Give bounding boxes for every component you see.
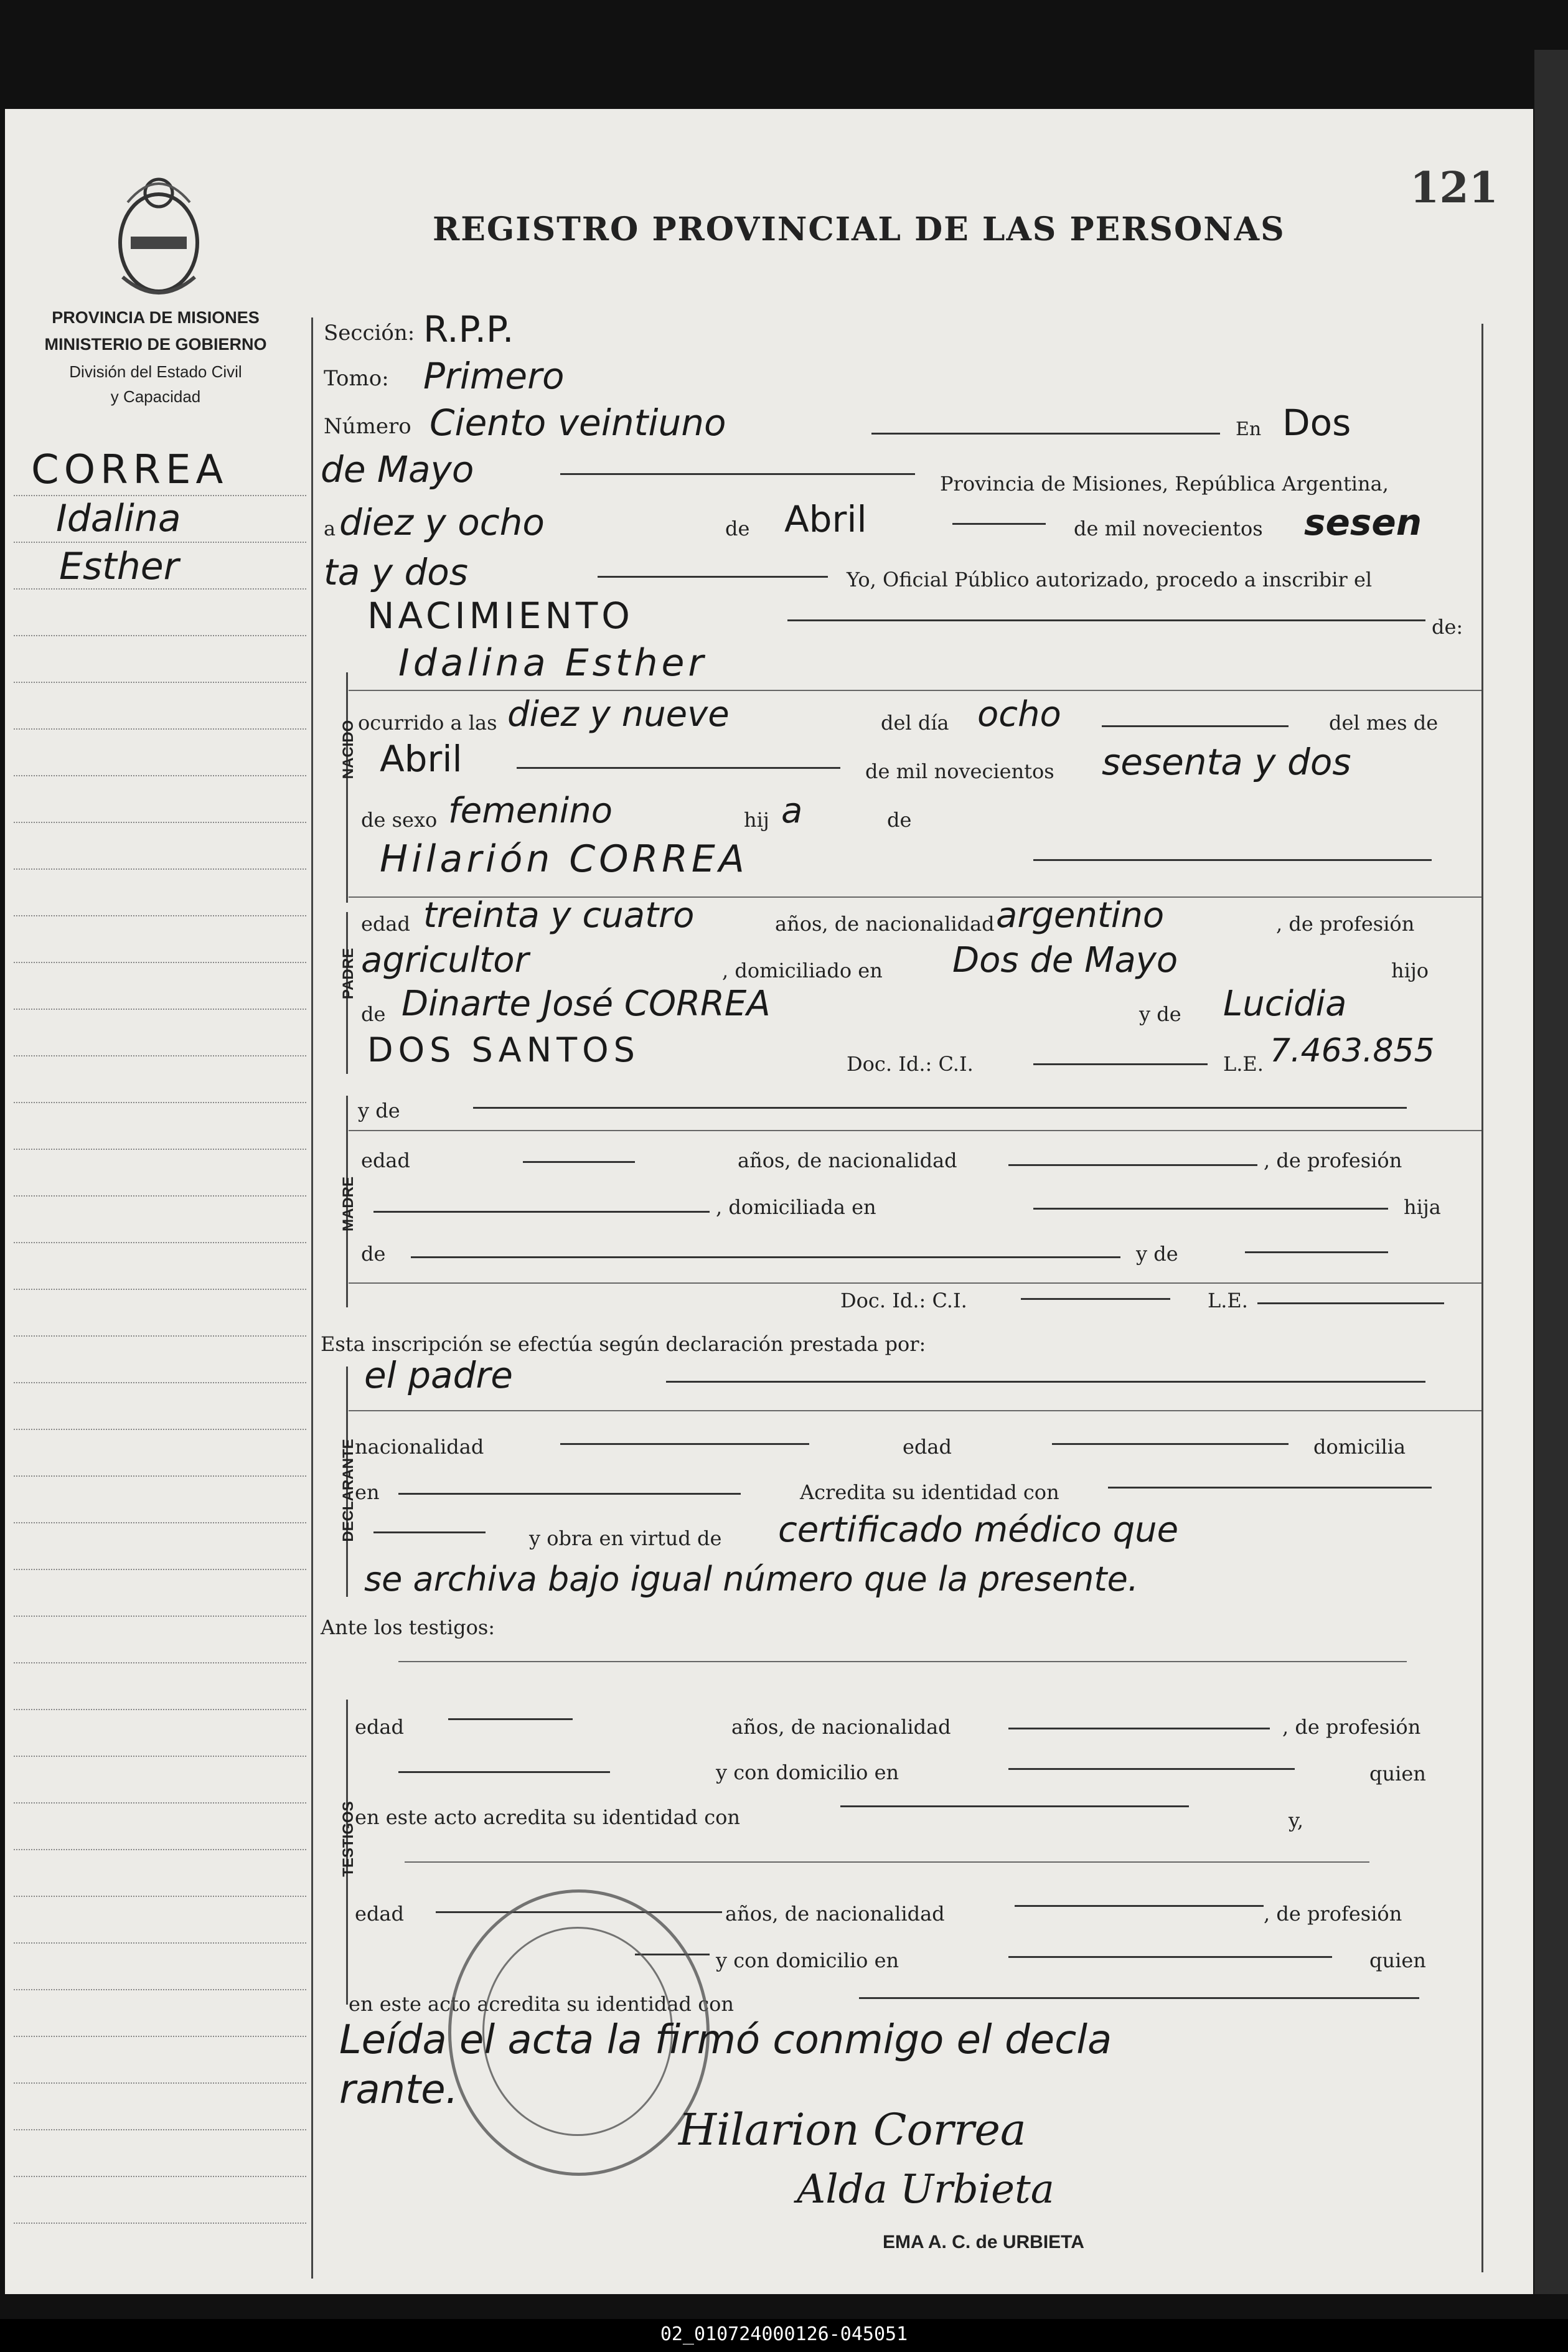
madre-nac-label: años, de nacionalidad — [738, 1149, 957, 1172]
section-rule — [349, 690, 1481, 691]
padre-nac-value: argentino — [996, 895, 1165, 936]
testigo2-prof-label: , de profesión — [1264, 1902, 1402, 1926]
seccion-label: Sección: — [324, 321, 415, 346]
padre-nac-label: años, de nacionalidad — [775, 912, 995, 936]
a-label: a — [324, 517, 336, 540]
nacido-year-label: de mil novecientos — [865, 760, 1054, 783]
image-caption: 02_010724000126-045051 — [660, 2323, 908, 2345]
nacido-de-label: de — [887, 808, 912, 832]
filler-dash — [1008, 1728, 1270, 1729]
section-rule — [349, 1130, 1481, 1131]
declarante-dom-label: domicilia — [1313, 1435, 1406, 1459]
section-rule — [349, 1282, 1481, 1284]
oficial-text: Yo, Oficial Público autorizado, procedo a inscribir el — [847, 568, 1373, 591]
filler-dash — [1257, 1302, 1444, 1304]
filler-dash — [840, 1805, 1189, 1807]
testigo2-nac-label: años, de nacionalidad — [725, 1902, 945, 1926]
madre-section-label: MADRE — [340, 1177, 357, 1231]
filler-dash — [523, 1161, 635, 1163]
declarante-value: el padre — [364, 1354, 513, 1396]
declarante-obra-value-1: certificado médico que — [778, 1510, 1179, 1550]
declarante-en-label: en — [355, 1480, 380, 1504]
section-rule — [405, 1861, 1369, 1863]
filler-dash — [448, 1718, 573, 1720]
filler-dash — [517, 767, 840, 769]
testigo1-edad-label: edad — [355, 1715, 404, 1739]
filler-dash — [1033, 1063, 1208, 1065]
madre-edad-label: edad — [361, 1149, 410, 1172]
filler-dash — [1108, 1487, 1432, 1489]
ocurrido-label: ocurrido a las — [358, 711, 497, 735]
testigo2-acredita-label: en este acto acredita su identidad con — [349, 1992, 734, 2016]
declarante-section-label: DECLARANTE — [340, 1439, 357, 1542]
madre-y-de2-label: y de — [1136, 1242, 1178, 1266]
declarante-obra-label: y obra en virtud de — [529, 1526, 722, 1550]
padre-y-de-label: y de — [1139, 1002, 1181, 1026]
padre-de-label: de — [361, 1002, 386, 1026]
seccion-value: R.P.P. — [423, 308, 514, 350]
de-colon-label: de: — [1432, 615, 1463, 639]
padre-edad-value: treinta y cuatro — [423, 895, 695, 936]
filler-dash — [666, 1381, 1425, 1383]
testigos-intro: Ante los testigos: — [321, 1616, 495, 1639]
paternal-grandfather: Dinarte José CORREA — [401, 984, 771, 1024]
act-type: NACIMIENTO — [367, 595, 634, 637]
madre-de-label: de — [361, 1242, 386, 1266]
del-mes-label: del mes de — [1329, 711, 1439, 735]
madre-le-label: L.E. — [1208, 1289, 1248, 1312]
filler-dash — [1008, 1956, 1332, 1958]
official-signature: Alda Urbieta — [797, 2166, 1054, 2213]
paternal-grandmother-2: DOS SANTOS — [367, 1030, 640, 1070]
margin-given-name-2: Esther — [59, 545, 179, 588]
en-value: Dos — [1282, 402, 1351, 444]
testigo1-acredita-label: en este acto acredita su identidad con — [355, 1805, 740, 1829]
closing-line-2: rante. — [339, 2067, 458, 2113]
place-value: de Mayo — [321, 448, 474, 491]
filler-dash — [1033, 859, 1432, 861]
father-name: Hilarión CORREA — [380, 837, 748, 881]
margin-given-name-1: Idalina — [56, 497, 181, 540]
province-text: Provincia de Misiones, República Argentina, — [940, 472, 1389, 496]
province-label: PROVINCIA DE MISIONES — [52, 308, 260, 327]
padre-dom-label: , domiciliado en — [722, 959, 883, 982]
page-number: 121 — [1410, 163, 1498, 213]
paternal-grandmother-1: Lucidia — [1223, 984, 1347, 1024]
padre-prof-value: agricultor — [361, 940, 529, 981]
madre-prof-label: , de profesión — [1264, 1149, 1402, 1172]
madre-y-de-label: y de — [358, 1099, 400, 1122]
division-label-2: y Capacidad — [110, 387, 201, 406]
child-name: Idalina Esther — [398, 641, 708, 685]
nacido-section-label: NACIDO — [340, 720, 357, 779]
declarante-nac-label: nacionalidad — [355, 1435, 484, 1459]
declarante-obra-value-2: se archiva bajo igual número que la presente. — [364, 1559, 1138, 1599]
filler-dash — [373, 1211, 710, 1213]
filler-dash — [1015, 1905, 1264, 1907]
padre-dom-value: Dos de Mayo — [952, 940, 1178, 981]
filler-dash — [398, 1493, 741, 1495]
closing-line-1: Leída el acta la firmó conmigo el decla — [339, 2017, 1112, 2063]
filler-dash — [411, 1256, 1120, 1258]
filler-dash — [598, 576, 828, 578]
filler-dash — [1102, 725, 1289, 727]
book-binding — [1534, 50, 1568, 2294]
de-label: de — [725, 517, 750, 540]
declarant-signature: Hilarion Correa — [678, 2104, 1026, 2155]
testigo2-dom-label: y con domicilio en — [716, 1949, 899, 1972]
hour-value: diez y nueve — [507, 694, 730, 735]
madre-doc-label: Doc. Id.: C.I. — [840, 1289, 967, 1312]
padre-prof-label: , de profesión — [1276, 912, 1415, 936]
year-value-1: sesen — [1304, 501, 1422, 543]
official-name-stamp: EMA A. C. de URBIETA — [883, 2232, 1084, 2252]
section-rule — [349, 1410, 1481, 1411]
testigo1-quien-label: quien — [1369, 1762, 1426, 1785]
testigo2-quien-label: quien — [1369, 1949, 1426, 1972]
filler-dash — [473, 1107, 1407, 1109]
padre-le-label: L.E. — [1223, 1052, 1264, 1076]
testigo1-y-label: y, — [1289, 1809, 1303, 1832]
filler-dash — [1245, 1251, 1388, 1253]
nacido-day-value: ocho — [977, 694, 1061, 735]
section-rule — [398, 1661, 1407, 1662]
padre-le-value: 7.463.855 — [1270, 1032, 1435, 1070]
margin-surname: CORREA — [31, 447, 228, 493]
ministry-label: MINISTERIO DE GOBIERNO — [44, 335, 267, 354]
testigo1-prof-label: , de profesión — [1282, 1715, 1421, 1739]
filler-dash — [398, 1771, 610, 1773]
month-value: Abril — [784, 498, 867, 540]
filler-dash — [859, 1997, 1419, 1999]
padre-hijo-label: hijo — [1391, 959, 1429, 982]
testigo2-edad-label: edad — [355, 1902, 404, 1926]
nacido-year-value: sesenta y dos — [1102, 741, 1351, 783]
testigo1-dom-label: y con domicilio en — [716, 1761, 899, 1784]
hij-label: hij — [744, 808, 769, 832]
declarante-intro: Esta inscripción se efectúa según declaración prestada por: — [321, 1332, 926, 1356]
filler-dash — [373, 1531, 486, 1533]
padre-section-label: PADRE — [340, 948, 357, 1000]
en-label: En — [1236, 418, 1262, 440]
filler-dash — [560, 1443, 809, 1445]
declarante-acredita-label: Acredita su identidad con — [800, 1480, 1059, 1504]
numero-label: Número — [324, 414, 411, 439]
year-value-2: ta y dos — [324, 551, 468, 593]
nacido-month-value: Abril — [380, 738, 462, 780]
tomo-value: Primero — [423, 355, 565, 397]
numero-value: Ciento veintiuno — [430, 402, 726, 444]
sexo-label: de sexo — [361, 808, 438, 832]
padre-edad-label: edad — [361, 912, 410, 936]
page-title: REGISTRO PROVINCIAL DE LAS PERSONAS — [433, 210, 1285, 248]
filler-dash — [1033, 1208, 1388, 1210]
filler-dash — [1021, 1298, 1170, 1300]
testigos-section-label: TESTIGOS — [340, 1801, 357, 1877]
hij-value: a — [781, 791, 803, 831]
year-text: de mil novecientos — [1074, 517, 1263, 540]
filler-dash — [871, 433, 1220, 435]
birth-day-value: diez y ocho — [339, 501, 545, 543]
tomo-label: Tomo: — [324, 366, 389, 391]
madre-hija-label: hija — [1404, 1195, 1441, 1219]
filler-dash — [560, 473, 915, 475]
form-right-border — [1481, 324, 1483, 2272]
coat-of-arms-icon — [109, 165, 209, 302]
filler-dash — [1008, 1164, 1257, 1166]
padre-doc-label: Doc. Id.: C.I. — [847, 1052, 974, 1076]
filler-dash — [1008, 1768, 1295, 1770]
del-dia-label: del día — [881, 711, 949, 735]
filler-dash — [952, 523, 1046, 525]
filler-dash — [787, 619, 1425, 621]
testigo1-nac-label: años, de nacionalidad — [731, 1715, 951, 1739]
sexo-value: femenino — [448, 791, 613, 831]
madre-dom-label: , domiciliada en — [716, 1195, 876, 1219]
form-left-border — [311, 318, 313, 2279]
declarante-edad-label: edad — [903, 1435, 952, 1459]
filler-dash — [1052, 1443, 1289, 1445]
division-label: División del Estado Civil — [69, 362, 242, 381]
